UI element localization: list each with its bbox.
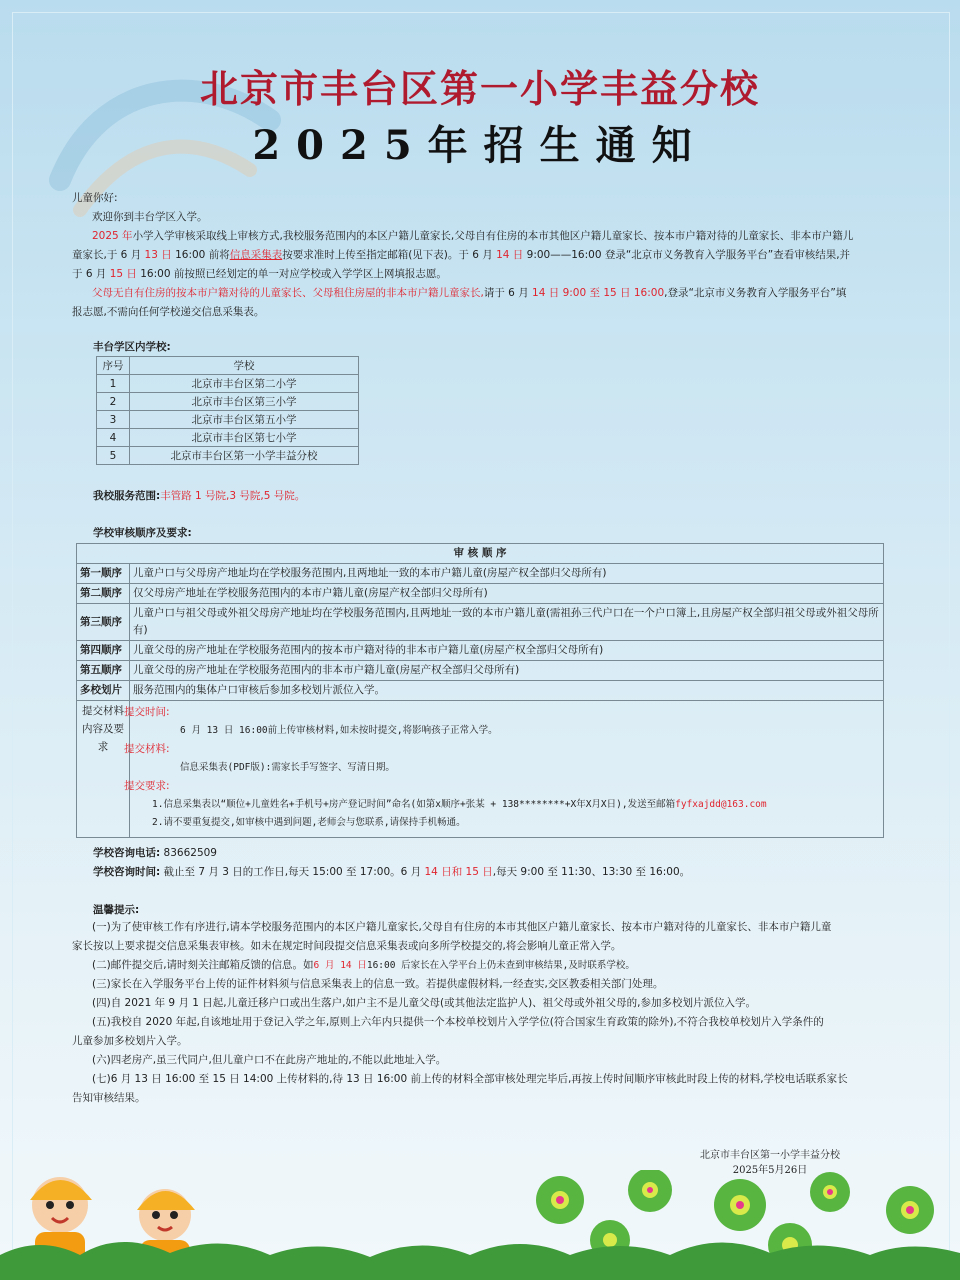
table-row — [77, 604, 884, 641]
schools-heading: 丰台学区内学校: — [93, 341, 171, 353]
cell-no: 2 — [97, 393, 130, 411]
table-row — [77, 564, 884, 584]
grass-decoration — [0, 1225, 960, 1280]
review-table-header: 审 核 顺 序 — [77, 544, 884, 564]
order-label: 第四顺序 — [77, 641, 130, 661]
tips-list — [72, 918, 902, 1108]
order-text: 儿童父母的房产地址在学校服务范围内的按本市户籍对待的非本市户籍儿童(房屋产权全部归父母所有) — [130, 641, 884, 661]
submit-time-label: 提交时间: — [124, 706, 170, 718]
requirement-1: 1.信息采集表以“顺位+儿童姓名+手机号+房产登记时间”命名(如第x顺序+张某 + 138********+X年X月X日),发送至邮箱fyfxajdd@163.com — [152, 798, 767, 810]
col-header-no: 序号 — [97, 357, 130, 375]
school-title: 北京市丰台区第一小学丰益分校 — [199, 67, 760, 111]
materials-title: 提交材料: — [124, 743, 170, 755]
order-label: 多校划片 — [77, 681, 130, 701]
table-row — [77, 701, 884, 838]
cell-school: 北京市丰台区第一小学丰益分校 — [130, 447, 359, 465]
service-range: 我校服务范围:丰管路 1 号院,3 号院,5 号院。 — [93, 490, 306, 502]
signature-org: 北京市丰台区第一小学丰益分校 — [700, 1150, 840, 1161]
order-label: 第五顺序 — [77, 661, 130, 681]
review-heading: 学校审核顺序及要求: — [93, 527, 192, 539]
cell-no: 1 — [97, 375, 130, 393]
order-label: 第二顺序 — [77, 584, 130, 604]
signature-date: 2025年5月26日 — [732, 1165, 808, 1176]
order-text: 服务范围内的集体户口审核后参加多校划片派位入学。 — [130, 681, 884, 701]
table-header-row — [97, 357, 359, 375]
materials-text: 信息采集表(PDF版):需家长手写签字、写清日期。 — [180, 761, 395, 773]
order-text: 儿童户口与祖父母或外祖父母房产地址均在学校服务范围内,且两地址一致的本市户籍儿童(需祖孙三代户口在一个户口簿上,且房屋产权全部归祖父母或外祖父母所有) — [130, 604, 884, 641]
materials-label: 提交材料内容及要求 — [77, 701, 130, 838]
tip-2: (二)邮件提交后,请时刻关注邮箱反馈的信息。如6 月 14 日16:00 后家长在入学平台上仍未查到审核结果,及时联系学校。 — [92, 959, 635, 971]
info-form-link: 信息采集表 — [229, 249, 283, 261]
submit-time-text: 6 月 13 日 16:00前上传审核材料,如未按时提交,将影响孩子正常入学。 — [180, 724, 498, 736]
col-header-school: 学校 — [130, 357, 359, 375]
tips-heading: 温馨提示: — [93, 904, 140, 916]
table-row — [97, 447, 359, 465]
contact-phone: 学校咨询电话: 83662509 — [93, 847, 217, 859]
table-row — [77, 641, 884, 661]
notice-title: 2025年招生通知 — [252, 122, 708, 169]
table-row — [97, 375, 359, 393]
requirements-title: 提交要求: — [124, 780, 170, 792]
tip-3: (三)家长在入学服务平台上传的证件材料须与信息采集表上的信息一致。若提供虚假材料,一经查实,交区教委相关部门处理。 — [92, 978, 664, 990]
cell-school: 北京市丰台区第二小学 — [130, 375, 359, 393]
cell-school: 北京市丰台区第七小学 — [130, 429, 359, 447]
intro-paragraph-2: 父母无自有住房的按本市户籍对待的儿童家长、父母租住房屋的非本市户籍儿童家长,请于 6 月 14 日 9:00 至 15 日 16:00,登录“北京市义务教育入学服务平台”填 报志愿,不需向任何学校递交信息采集表。 — [72, 287, 847, 318]
welcome-text: 欢迎你到丰台学区入学。 — [92, 211, 208, 223]
order-label: 第一顺序 — [77, 564, 130, 584]
cell-school: 北京市丰台区第三小学 — [130, 393, 359, 411]
schools-table — [96, 356, 359, 465]
table-row — [97, 429, 359, 447]
cell-no: 5 — [97, 447, 130, 465]
order-text: 儿童户口与父母房产地址均在学校服务范围内,且两地址一致的本市户籍儿童(房屋产权全部归父母所有) — [130, 564, 884, 584]
order-text: 仅父母房产地址在学校服务范围内的本市户籍儿童(房屋产权全部归父母所有) — [130, 584, 884, 604]
table-header-row — [77, 544, 884, 564]
order-text: 儿童父母的房产地址在学校服务范围内的非本市户籍儿童(房屋产权全部归父母所有) — [130, 661, 884, 681]
table-row — [77, 661, 884, 681]
table-row — [97, 393, 359, 411]
tip-5: (五)我校自 2020 年起,自该地址用于登记入学之年,原则上六年内只提供一个本校单校划片入学学位(符合国家生育政策的除外),不符合我校单校划片入学条件的 儿童参加多校划片入学。 — [72, 1016, 824, 1047]
table-row — [77, 681, 884, 701]
requirement-2: 2.请不要重复提交,如审核中遇到问题,老师会与您联系,请保持手机畅通。 — [152, 817, 466, 828]
tip-1: (一)为了使审核工作有序进行,请本学校服务范围内的本区户籍儿童家长,父母自有住房的本市其他区户籍儿童家长、按本市户籍对待的儿童家长、非本市户籍儿童 家长按以上要求提交信息采集表审核。如未在规定时间段提交信息采集表或向多所学校提交的,将会影响儿童正常入学。 — [72, 921, 832, 952]
tip-4: (四)自 2021 年 9 月 1 日起,儿童迁移户口或出生落户,如户主不是儿童父母(或其他法定监护人)、祖父母或外祖父母的,参加多校划片派位入学。 — [92, 997, 757, 1009]
table-row — [77, 584, 884, 604]
tip-6: (六)四老房产,虽三代同户,但儿童户口不在此房产地址的,不能以此地址入学。 — [92, 1054, 447, 1066]
order-label: 第三顺序 — [77, 604, 130, 641]
cell-no: 4 — [97, 429, 130, 447]
greeting: 儿童你好: — [72, 192, 118, 204]
contact-time: 学校咨询时间: 截止至 7 月 3 日的工作日,每天 15:00 至 17:00。6 月 14 日和 15 日,每天 9:00 至 11:30、13:30 至 16:00。 — [93, 866, 691, 878]
cell-school: 北京市丰台区第五小学 — [130, 411, 359, 429]
table-row — [97, 411, 359, 429]
email-address[interactable]: fyfxajdd@163.com — [675, 798, 767, 810]
cell-no: 3 — [97, 411, 130, 429]
intro-paragraph-1: 2025 年小学入学审核采取线上审核方式,我校服务范围内的本区户籍儿童家长,父母自有住房的本市其他区户籍儿童家长、按本市户籍对待的儿童家长、非本市户籍儿 童家长,于 6 月 13 日 16:00 前将信息采集表按要求准时上传至指定邮箱(见下表)。于 6 月 14 日 9:00——16:00 登录“北京市义务教育入学服务平台”查看审核结果,并 于 6 月 15 日 16:00 前按照已经划定的单一对应学校或入学学区上网填报志愿。 — [72, 230, 854, 280]
tip-7: (七)6 月 13 日 16:00 至 15 日 14:00 上传材料的,待 13 日 16:00 前上传的材料全部审核处理完毕后,再按上传时间顺序审核此时段上传的材料,学校电话联系家长 告知审核结果。 — [72, 1073, 848, 1104]
review-order-table — [76, 543, 884, 838]
materials-cell — [124, 701, 884, 838]
